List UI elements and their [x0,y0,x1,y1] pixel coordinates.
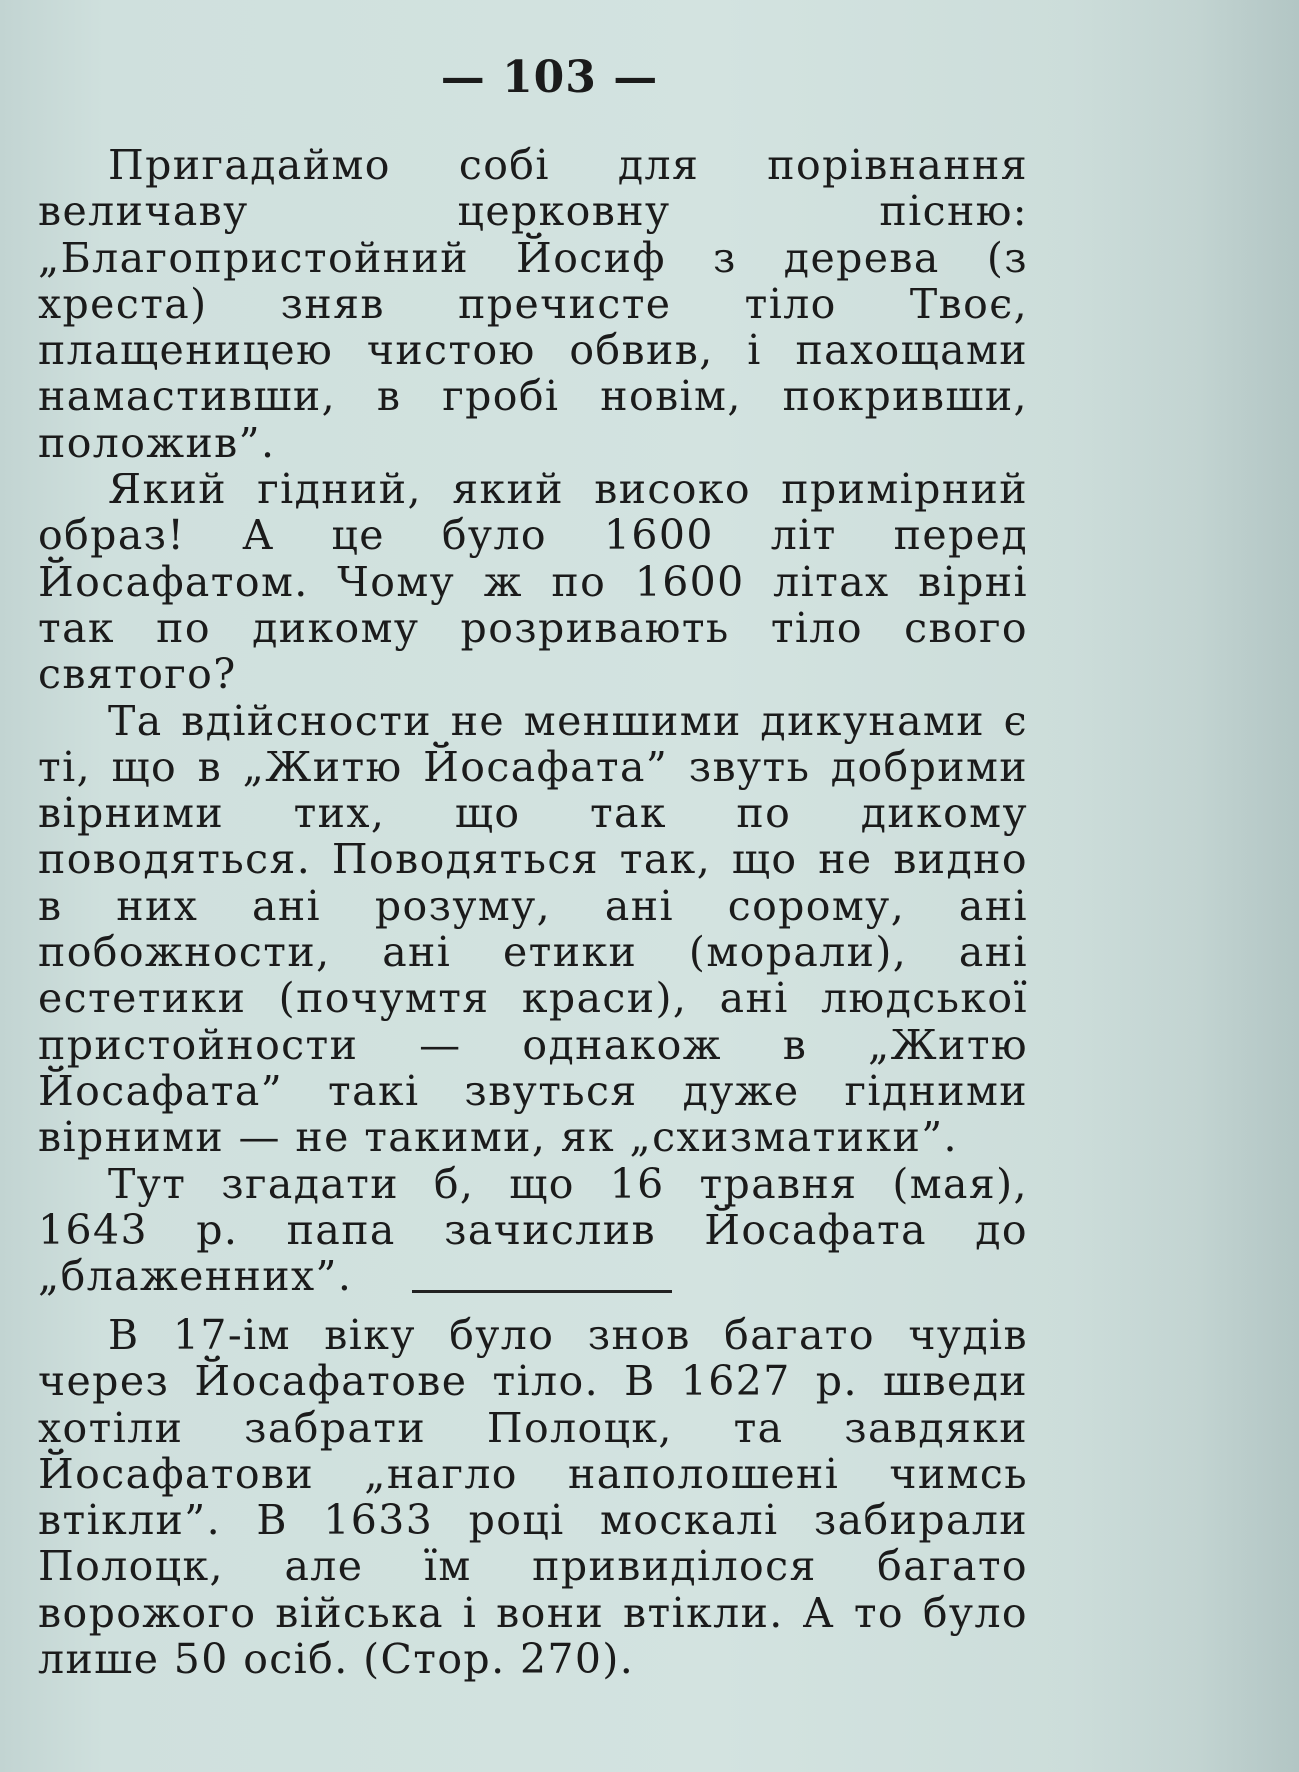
paragraph: Та вдійсности не меншими дикунами є ті, що в „Житю Йосафата” звуть добрими вірними тих, що так по дикому поводяться. Поводяться так, що не видно в них ані розуму, ані сорому, ані побожности, ані етики (морали), ані естетики (почумтя краси), ані людської пристойности — однакож в „Житю Йосафата” такі звуться дуже гідними вірними — не такими, як „схизматики”. [38,696,1028,1162]
text-block-main [38,142,1028,1299]
page-edge-shadow [1069,0,1299,1772]
page-number: — 103 — [440,52,659,103]
paragraph: Який гідний, який високо примірний образ! А це було 1600 літ перед Йосафатом. Чому ж по 1600 літах вірні так по дикому розривають тіло свого святого? [38,465,1028,699]
paragraph: Тут згадати б, що 16 травня (мая), 1643 р. папа зачислив Йосафата до „блаженних”. [38,1159,1028,1301]
paragraph: В 17-ім віку було знов багато чудів через Йосафатове тіло. В 1627 р. шведи хотіли забрати Полоцк, та завдяки Йосафатови „нагло наполошені чимсь втікли”. В 1633 році москалі забирали Полоцк, але їм привиділося багато ворожого війська і вони втікли. А то було лише 50 осіб. (Стор. 270). [38,1311,1028,1684]
section-separator [412,1290,672,1293]
paragraph: Пригадаймо собі для порівнання величаву церковну пісню: „Благопристойний Йосиф з дерева (з хреста) зняв пречисте тіло Твоє, плащеницею чистою обвив, і пахощами намастивши, в гробі новім, покривши, положив”. [38,141,1028,467]
text-block-section [38,1312,1028,1682]
